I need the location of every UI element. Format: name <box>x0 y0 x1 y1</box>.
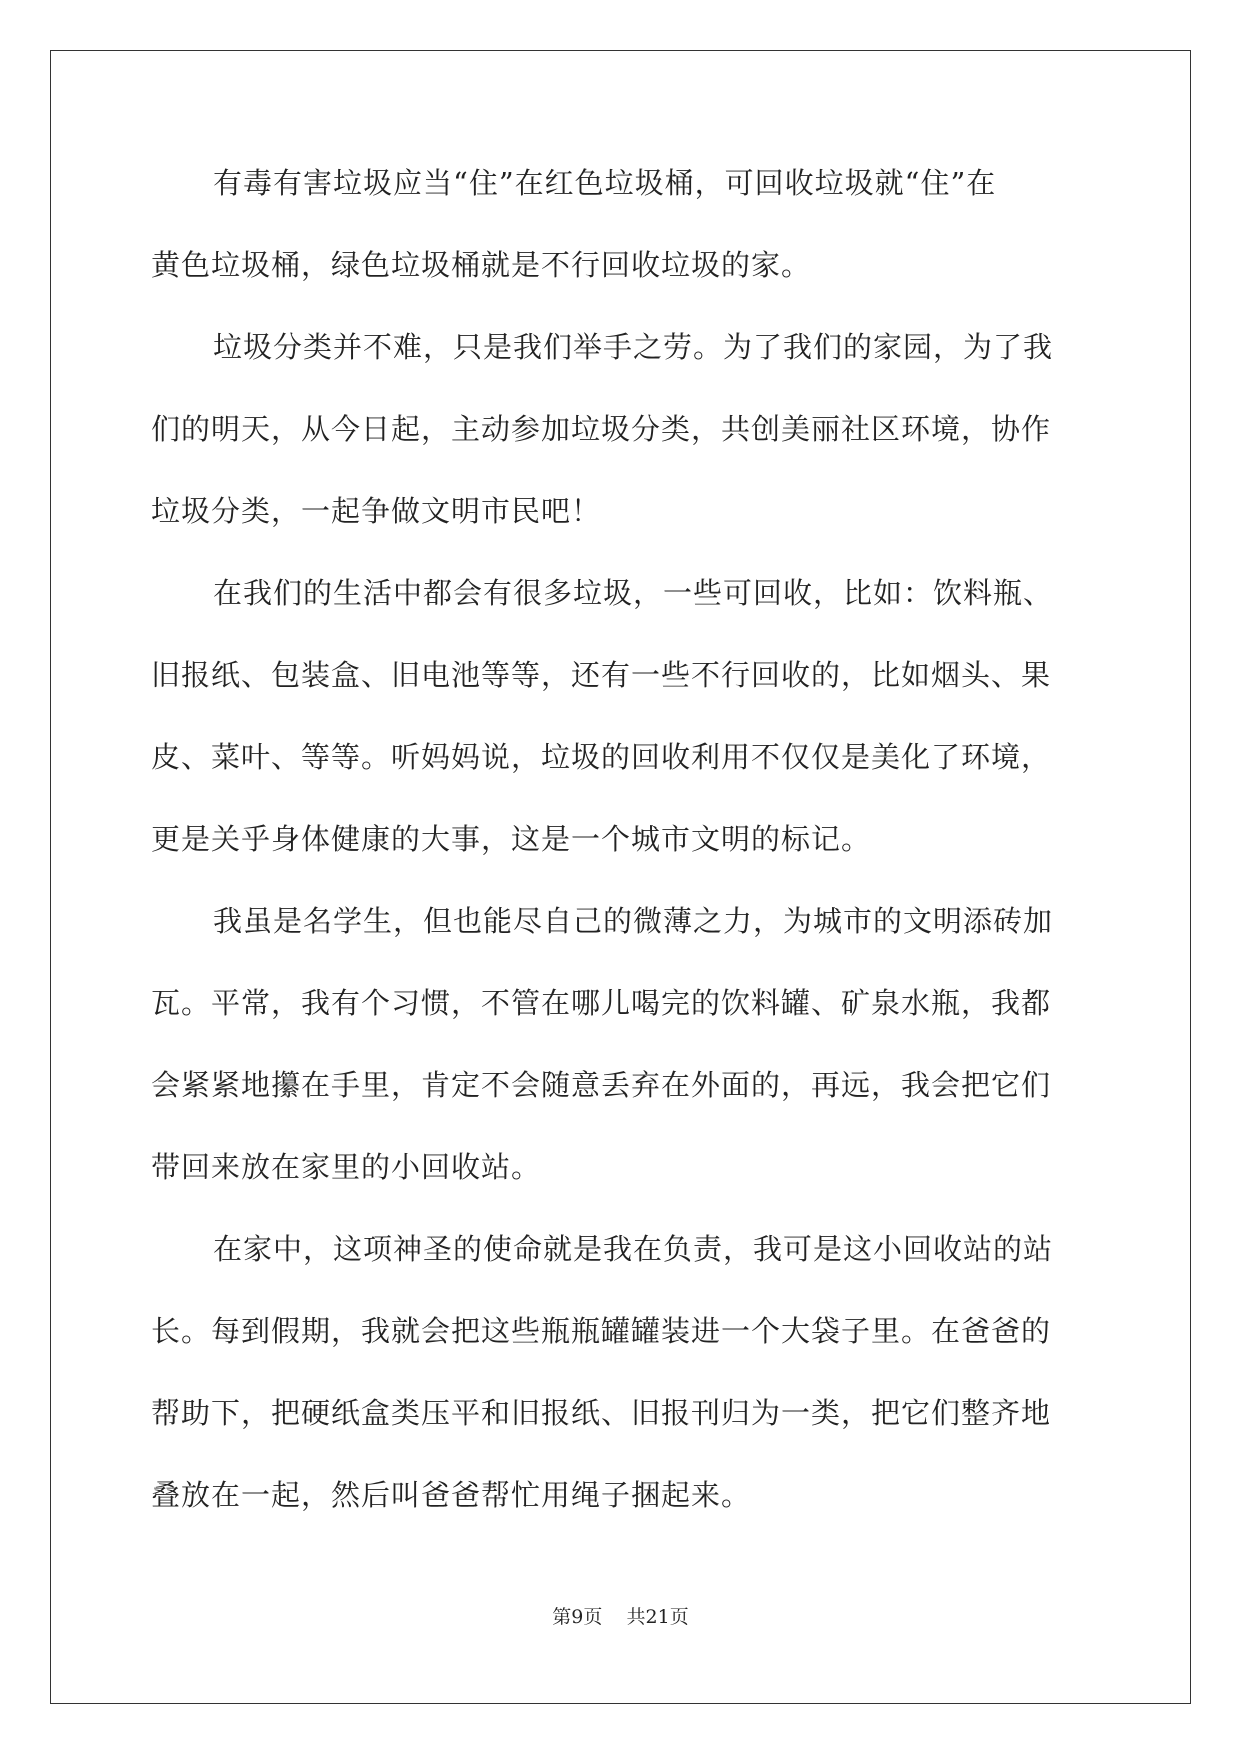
paragraph-5-line-1: 在家中，这项神圣的使命就是我在负责，我可是这小回收站的站 <box>213 1232 1054 1266</box>
paragraph-3-line-2: 旧报纸、包装盒、旧电池等等，还有一些不行回收的，比如烟头、果 <box>151 658 1052 692</box>
paragraph-2-line-2: 们的明天，从今日起，主动参加垃圾分类，共创美丽社区环境，协作 <box>151 412 1052 446</box>
paragraph-5-line-3: 帮助下，把硬纸盒类压平和旧报纸、旧报刊归为一类，把它们整齐地 <box>151 1396 1052 1430</box>
paragraph-2-line-1: 垃圾分类并不难，只是我们举手之劳。为了我们的家园，为了我 <box>213 330 1054 364</box>
total-pages: 共21页 <box>626 1606 689 1628</box>
page-number: 第9页 <box>552 1606 603 1628</box>
paragraph-4-line-2: 瓦。平常，我有个习惯，不管在哪儿喝完的饮料罐、矿泉水瓶，我都 <box>151 986 1052 1020</box>
paragraph-4-line-3: 会紧紧地攥在手里，肯定不会随意丢弃在外面的，再远，我会把它们 <box>151 1068 1052 1102</box>
paragraph-1-line-2: 黄色垃圾桶，绿色垃圾桶就是不行回收垃圾的家。 <box>151 248 812 282</box>
paragraph-4-line-1: 我虽是名学生，但也能尽自己的微薄之力，为城市的文明添砖加 <box>213 904 1054 938</box>
paragraph-1-line-1: 有毒有害垃圾应当“住”在红色垃圾桶，可回收垃圾就“住”在 <box>213 166 997 200</box>
paragraph-5-line-2: 长。每到假期，我就会把这些瓶瓶罐罐装进一个大袋子里。在爸爸的 <box>151 1314 1052 1348</box>
paragraph-5-line-4: 叠放在一起，然后叫爸爸帮忙用绳子捆起来。 <box>151 1478 752 1512</box>
document-body <box>151 160 1089 1554</box>
paragraph-3-line-3: 皮、菜叶、等等。听妈妈说，垃圾的回收利用不仅仅是美化了环境， <box>151 740 1052 774</box>
paragraph-3-line-1: 在我们的生活中都会有很多垃圾，一些可回收，比如：饮料瓶、 <box>213 576 1054 610</box>
page-footer <box>0 1602 1241 1629</box>
paragraph-3-line-4: 更是关乎身体健康的大事，这是一个城市文明的标记。 <box>151 822 872 856</box>
paragraph-4-line-4: 带回来放在家里的小回收站。 <box>151 1150 542 1184</box>
paragraph-2-line-3: 垃圾分类，一起争做文明市民吧！ <box>151 494 602 528</box>
